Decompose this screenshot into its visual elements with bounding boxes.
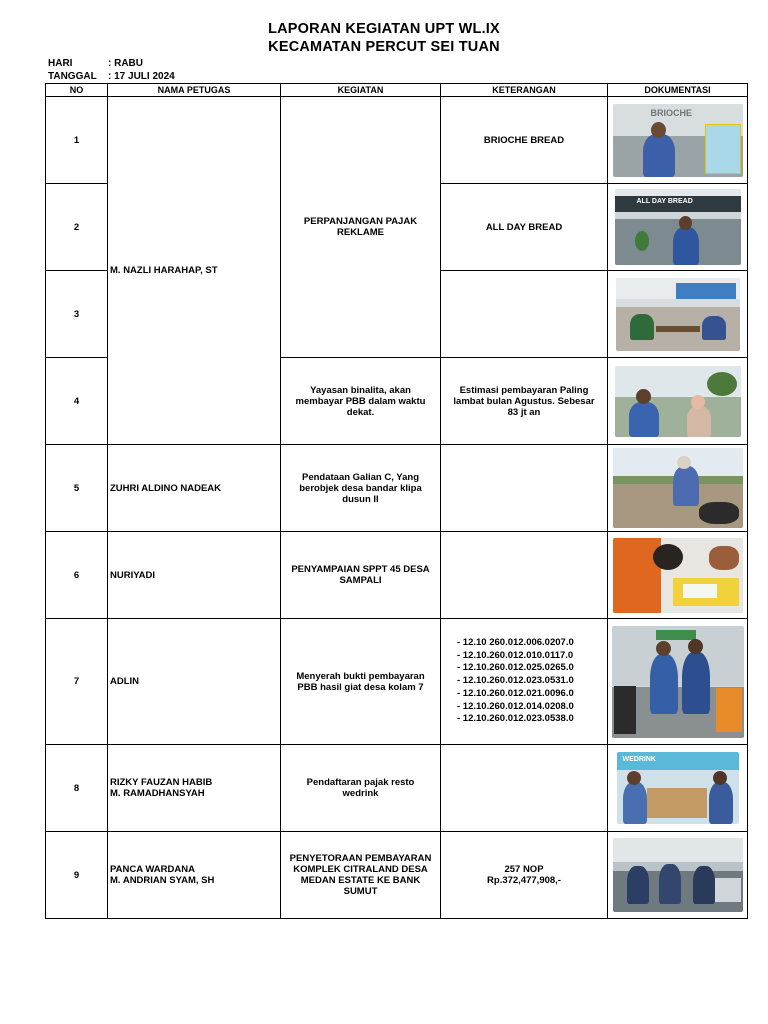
petugas-name: M. RAMADHANSYAH (110, 788, 205, 799)
table-row (46, 619, 748, 745)
row-number: 6 (46, 532, 108, 619)
table-row (46, 532, 748, 619)
kegiatan-cell: PENYAMPAIAN SPPT 45 DESA SAMPALI (281, 532, 441, 619)
keterangan-cell (441, 445, 608, 532)
petugas-cell: ZUHRI ALDINO NADEAK (108, 445, 281, 532)
activity-table (45, 83, 748, 919)
kegiatan-cell: Menyerah bukti pembayaran PBB hasil giat desa kolam 7 (281, 619, 441, 745)
col-header-kegiatan: KEGIATAN (281, 84, 441, 97)
kegiatan-cell: PERPANJANGAN PAJAK REKLAME (281, 97, 441, 358)
report-title: LAPORAN KEGIATAN UPT WL.IX (268, 21, 500, 37)
nop-item: - 12.10.260.012.014.0208.0 (457, 700, 574, 712)
col-header-dokumentasi: DOKUMENTASI (608, 84, 748, 97)
petugas-name: M. ANDRIAN SYAM, SH (110, 875, 215, 886)
hari-label: HARI (48, 58, 73, 69)
petugas-name: RIZKY FAUZAN HABIB (110, 777, 213, 788)
table-row (46, 832, 748, 919)
nop-item: - 12.10.260.012.025.0265.0 (457, 662, 574, 674)
row-number: 7 (46, 619, 108, 745)
keterangan-cell (441, 745, 608, 832)
documentation-photo (617, 752, 739, 824)
nop-item: - 12.10.260.012.021.0096.0 (457, 687, 574, 699)
dokumentasi-cell (608, 619, 748, 745)
payment-amount: Rp.372,477,908,- (487, 875, 561, 886)
keterangan-cell (441, 832, 608, 919)
row-number: 1 (46, 97, 108, 184)
table-row (46, 445, 748, 532)
report-subtitle: KECAMATAN PERCUT SEI TUAN (268, 39, 500, 55)
petugas-cell (108, 832, 281, 919)
documentation-photo (615, 366, 741, 437)
documentation-photo (613, 838, 743, 912)
kegiatan-cell: PENYETORAAN PEMBAYARAN KOMPLEK CITRALAND DESA MEDAN ESTATE KE BANK SUMUT (281, 832, 441, 919)
documentation-photo (613, 448, 743, 528)
keterangan-cell: ALL DAY BREAD (441, 184, 608, 271)
row-number: 2 (46, 184, 108, 271)
table-header-row (46, 84, 748, 97)
row-number: 9 (46, 832, 108, 919)
keterangan-cell (441, 619, 608, 745)
dokumentasi-cell (608, 271, 748, 358)
tanggal-value: : 17 JULI 2024 (108, 71, 175, 82)
keterangan-cell (441, 532, 608, 619)
row-number: 8 (46, 745, 108, 832)
hari-row (48, 58, 143, 69)
row-number: 3 (46, 271, 108, 358)
petugas-cell: M. NAZLI HARAHAP, ST (108, 97, 281, 445)
petugas-cell (108, 745, 281, 832)
documentation-photo (616, 278, 740, 351)
photo-sign-text: ALL DAY BREAD (636, 198, 693, 205)
row-number: 5 (46, 445, 108, 532)
dokumentasi-cell (608, 358, 748, 445)
keterangan-cell (441, 271, 608, 358)
documentation-photo (612, 626, 744, 738)
nop-item: - 12.10.260.012.010.0117.0 (457, 649, 574, 661)
hari-value: : RABU (108, 58, 143, 69)
documentation-photo (613, 104, 743, 177)
petugas-name: PANCA WARDANA (110, 864, 195, 875)
kegiatan-cell: Pendataan Galian C, Yang berobjek desa bandar klipa dusun II (281, 445, 441, 532)
nop-item: - 12.10 260.012.006.0207.0 (457, 637, 574, 649)
col-header-no: NO (46, 84, 108, 97)
documentation-photo (613, 538, 743, 613)
col-header-keterangan: KETERANGAN (441, 84, 608, 97)
dokumentasi-cell (608, 532, 748, 619)
photo-sign-text: WEDRINK (622, 756, 656, 763)
nop-item: - 12.10.260.012.023.0531.0 (457, 675, 574, 687)
nop-count: 257 NOP (504, 864, 544, 875)
table-row (46, 97, 748, 184)
tanggal-label: TANGGAL (48, 71, 97, 82)
dokumentasi-cell (608, 97, 748, 184)
petugas-cell: ADLIN (108, 619, 281, 745)
keterangan-cell: Estimasi pembayaran Paling lambat bulan Agustus. Sebesar 83 jt an (441, 358, 608, 445)
keterangan-cell: BRIOCHE BREAD (441, 97, 608, 184)
dokumentasi-cell (608, 184, 748, 271)
dokumentasi-cell (608, 445, 748, 532)
photo-sign-text: BRIOCHE (650, 107, 693, 118)
petugas-cell: NURIYADI (108, 532, 281, 619)
col-header-nama-petugas: NAMA PETUGAS (108, 84, 281, 97)
nop-item: - 12.10.260.012.023.0538.0 (457, 713, 574, 725)
dokumentasi-cell (608, 745, 748, 832)
dokumentasi-cell (608, 832, 748, 919)
kegiatan-cell: Yayasan binalita, akan membayar PBB dalam waktu dekat. (281, 358, 441, 445)
documentation-photo (615, 189, 741, 265)
tanggal-row (48, 71, 175, 82)
table-row (46, 745, 748, 832)
kegiatan-cell: Pendaftaran pajak resto wedrink (281, 745, 441, 832)
row-number: 4 (46, 358, 108, 445)
